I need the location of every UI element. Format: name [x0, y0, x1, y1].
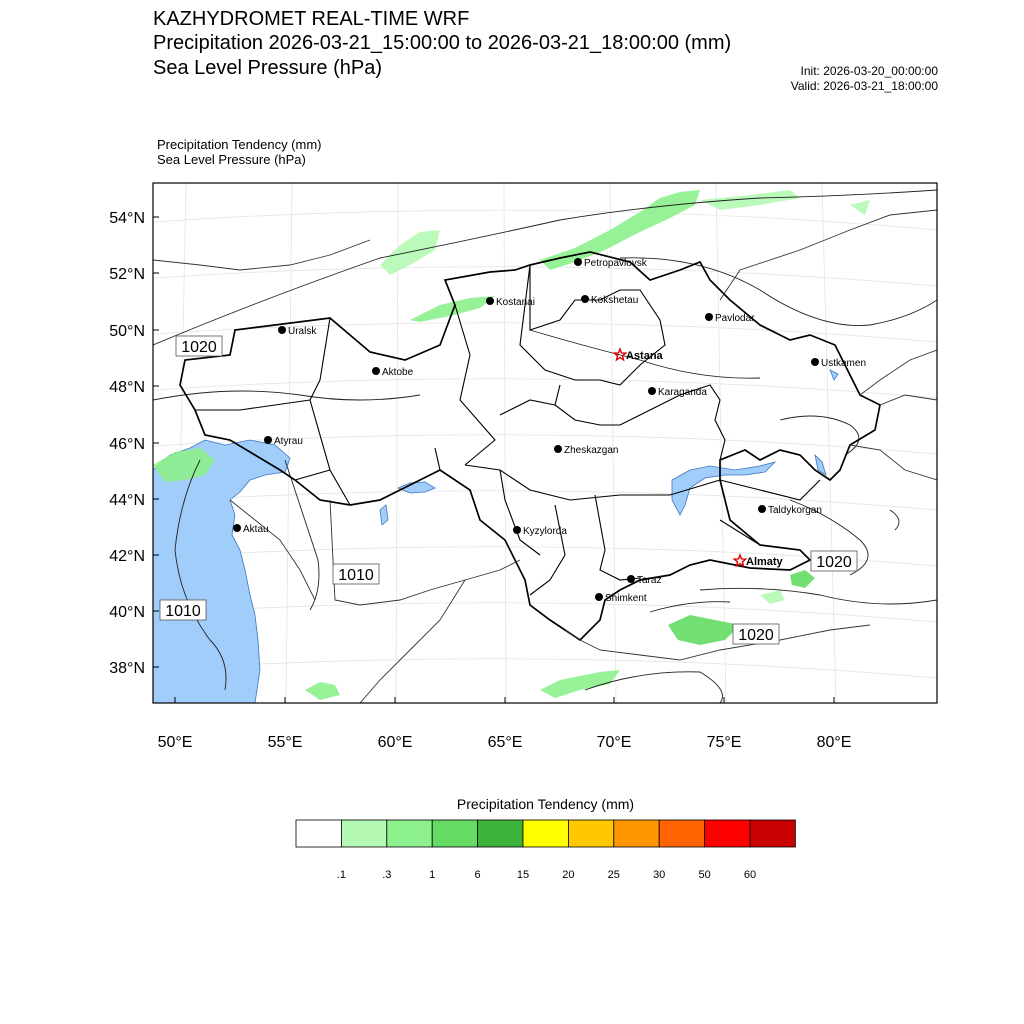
city-dot-icon: [278, 326, 286, 334]
lon-label: 75°E: [706, 734, 742, 751]
city-dot-icon: [233, 524, 241, 532]
colorbar-labels: [337, 869, 756, 881]
svg-text:1010: 1010: [165, 603, 201, 620]
city-label: Kokshetau: [591, 295, 639, 306]
colorbar-swatch: [387, 820, 432, 847]
city-label: Taldykorgan: [768, 505, 822, 516]
city-label: Kostanai: [496, 297, 535, 308]
city-label: Atyrau: [274, 436, 303, 447]
isobar-label: [811, 551, 857, 571]
city-markers: [233, 258, 866, 604]
svg-text:1020: 1020: [181, 339, 217, 356]
isobar-label: [176, 336, 222, 356]
colorbar-swatch: [341, 820, 386, 847]
isobar-label: [733, 624, 779, 644]
slp-subtitle: Sea Level Pressure (hPa): [157, 152, 306, 167]
lat-label: 48°N: [109, 379, 145, 396]
lat-label: 46°N: [109, 436, 145, 453]
city-label: Ustkamen: [821, 358, 867, 369]
colorbar-swatch: [478, 820, 523, 847]
city-dot-icon: [372, 367, 380, 375]
city-dot-icon: [811, 358, 819, 366]
capital-star-icon: [614, 349, 625, 360]
city-label: Kyzylorda: [523, 526, 567, 537]
city-dot-icon: [595, 593, 603, 601]
lat-label: 50°N: [109, 323, 145, 340]
svg-text:1010: 1010: [338, 567, 374, 584]
city-ustkamen: [811, 358, 866, 369]
city-dot-icon: [627, 575, 635, 583]
city-shimkent: [595, 593, 647, 604]
lat-label: 42°N: [109, 548, 145, 565]
colorbar-swatch: [614, 820, 659, 847]
city-zheskazgan: [554, 445, 618, 456]
init-time: Init: 2026-03-20_00:00:00: [800, 64, 938, 78]
colorbar-label: 50: [698, 869, 711, 881]
city-dot-icon: [648, 387, 656, 395]
latitude-labels: [109, 210, 145, 677]
lon-label: 70°E: [596, 734, 632, 751]
colorbar-label: 20: [562, 869, 575, 881]
valid-time: Valid: 2026-03-21_18:00:00: [790, 79, 938, 93]
city-dot-icon: [513, 526, 521, 534]
lat-label: 40°N: [109, 604, 145, 621]
precip-subtitle: Precipitation Tendency (mm): [157, 137, 322, 152]
colorbar-label: 15: [516, 869, 530, 881]
lon-label: 80°E: [816, 734, 852, 751]
colorbar-swatch: [750, 820, 795, 847]
longitude-labels: [158, 734, 852, 751]
city-pavlodar: [705, 313, 755, 324]
colorbar-swatch: [705, 820, 750, 847]
colorbar-label: 1: [429, 869, 436, 881]
city-kostanai: [486, 297, 535, 308]
city-dot-icon: [574, 258, 582, 266]
city-aktau: [233, 524, 269, 535]
city-label: Taraz: [637, 575, 662, 586]
city-dot-icon: [758, 505, 766, 513]
colorbar-label: .3: [382, 869, 392, 881]
svg-text:1020: 1020: [816, 554, 852, 571]
city-dot-icon: [264, 436, 272, 444]
city-label: Uralsk: [288, 326, 317, 337]
city-aktobe: [372, 367, 414, 378]
city-taldykorgan: [758, 505, 822, 516]
city-dot-icon: [581, 295, 589, 303]
colorbar-swatch: [523, 820, 568, 847]
svg-text:1020: 1020: [738, 627, 774, 644]
precip-period-title: Precipitation 2026-03-21_15:00:00 to 2026-03-21_18:00:00 (mm): [153, 32, 732, 54]
colorbar-label: 6: [474, 869, 481, 881]
isobar-label: [160, 600, 206, 620]
isobar-label: [333, 564, 379, 584]
colorbar-label: 25: [607, 869, 620, 881]
lon-label: 55°E: [267, 734, 303, 751]
colorbar-label: 30: [653, 869, 666, 881]
city-label: Aktobe: [382, 367, 414, 378]
city-uralsk: [278, 326, 317, 337]
city-label: Shimkent: [605, 593, 647, 604]
map-title: KAZHYDROMET REAL-TIME WRF: [153, 8, 470, 30]
colorbar: [296, 820, 795, 847]
isobar-labels: [160, 336, 857, 644]
lat-label: 44°N: [109, 492, 145, 509]
lat-label: 52°N: [109, 266, 145, 283]
city-label: Pavlodar: [715, 313, 755, 324]
lon-label: 60°E: [377, 734, 413, 751]
colorbar-title: Precipitation Tendency (mm): [456, 796, 635, 812]
city-label: Almaty: [746, 556, 783, 568]
capital-star-icon: [734, 555, 745, 566]
lat-label: 54°N: [109, 210, 145, 227]
water-bodies: [153, 370, 838, 703]
slp-title: Sea Level Pressure (hPa): [153, 57, 383, 79]
city-dot-icon: [486, 297, 494, 305]
city-label: Astana: [626, 350, 663, 362]
colorbar-label: 60: [743, 869, 757, 881]
colorbar-swatch: [659, 820, 704, 847]
colorbar-swatch: [568, 820, 613, 847]
lat-label: 38°N: [109, 660, 145, 677]
city-label: Aktau: [243, 524, 269, 535]
city-karaganda: [648, 387, 707, 398]
city-petropavlovsk: [574, 258, 648, 269]
city-dot-icon: [705, 313, 713, 321]
colorbar-swatch: [432, 820, 477, 847]
city-label: Petropavlovsk: [584, 258, 647, 269]
city-dot-icon: [554, 445, 562, 453]
lon-label: 65°E: [487, 734, 523, 751]
colorbar-label: .1: [336, 869, 346, 881]
lon-label: 50°E: [157, 734, 193, 751]
city-label: Zheskazgan: [564, 445, 619, 456]
city-label: Karaganda: [658, 387, 707, 398]
city-kyzylorda: [513, 526, 567, 537]
colorbar-swatch: [296, 820, 341, 847]
